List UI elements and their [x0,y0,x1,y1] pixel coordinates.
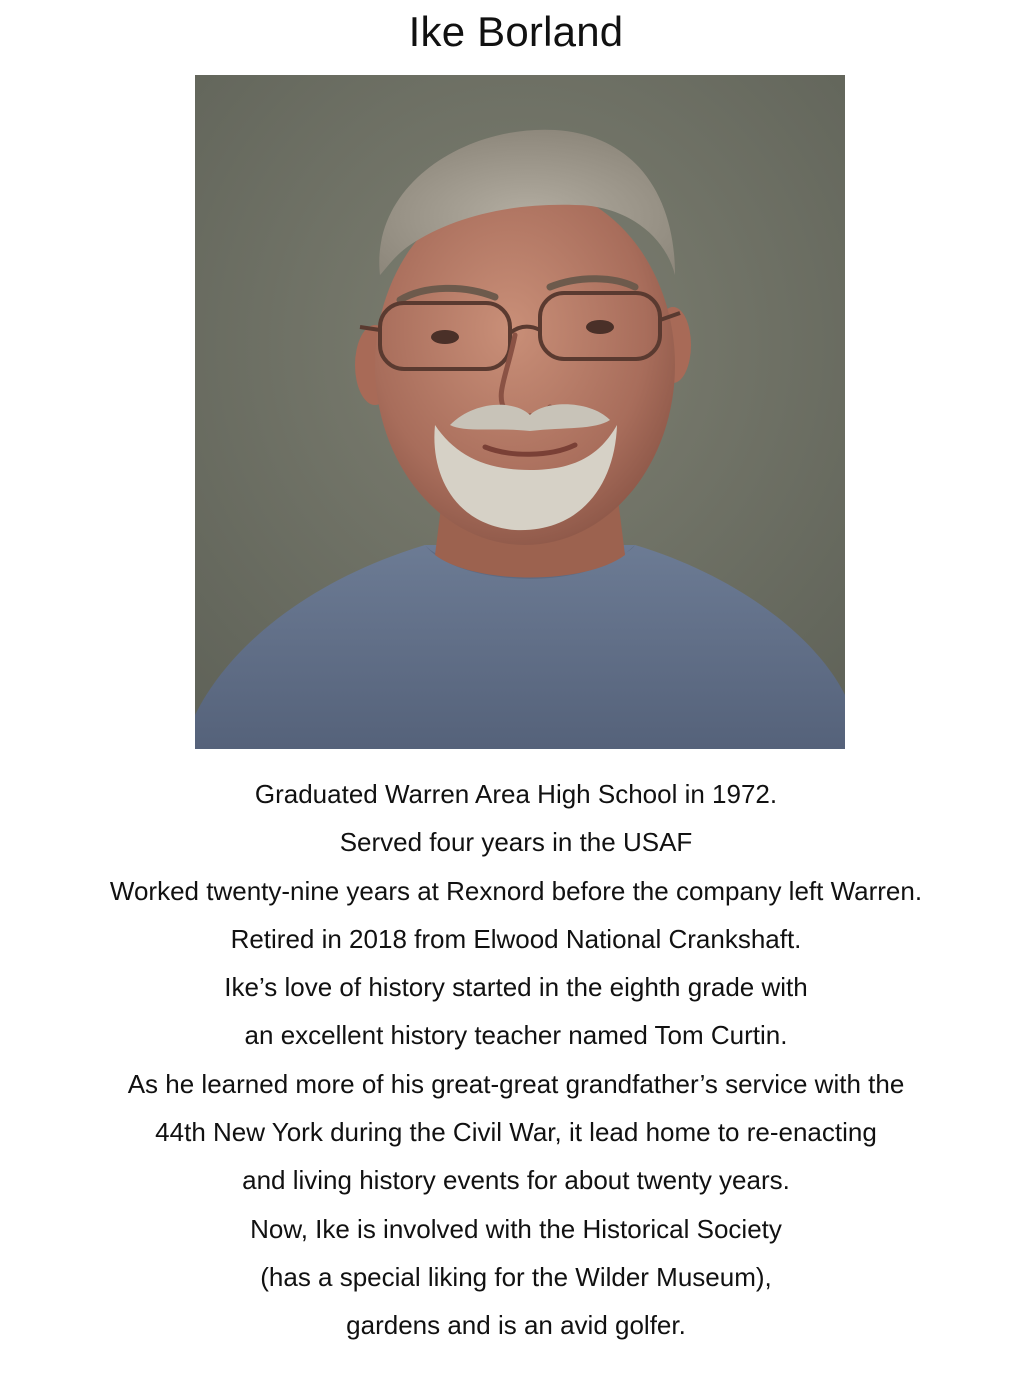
bio-line: Ike’s love of history started in the eighth grade with [224,972,808,1003]
bio-line: Graduated Warren Area High School in 1972. [254,779,778,809]
bio-line: 44th New York during the Civil War, it lead home to re-enacting [155,1117,877,1148]
bio-line: and living history events for about twenty years. [242,1165,790,1196]
bio-line: Now, Ike is involved with the Historical Society [250,1213,782,1244]
bio-line: (has a special liking for the Wilder Museum), [260,1261,772,1292]
bio-line: Worked twenty-nine years at Rexnord before the company left Warren. [109,875,923,906]
portrait-photo [195,75,845,749]
bio-line: an excellent history teacher named Tom Curtin. [244,1020,788,1051]
bio-line: As he learned more of his great-great grandfather’s service with the [127,1068,905,1099]
page-title: Ike Borland [408,8,624,55]
bio-line: Served four years in the USAF [339,827,693,858]
bio-line: Retired in 2018 from Elwood National Crankshaft. [230,923,802,954]
portrait-illustration [195,75,845,749]
bio-line: gardens and is an avid golfer. [346,1310,686,1341]
bio-text [0,770,1032,1350]
